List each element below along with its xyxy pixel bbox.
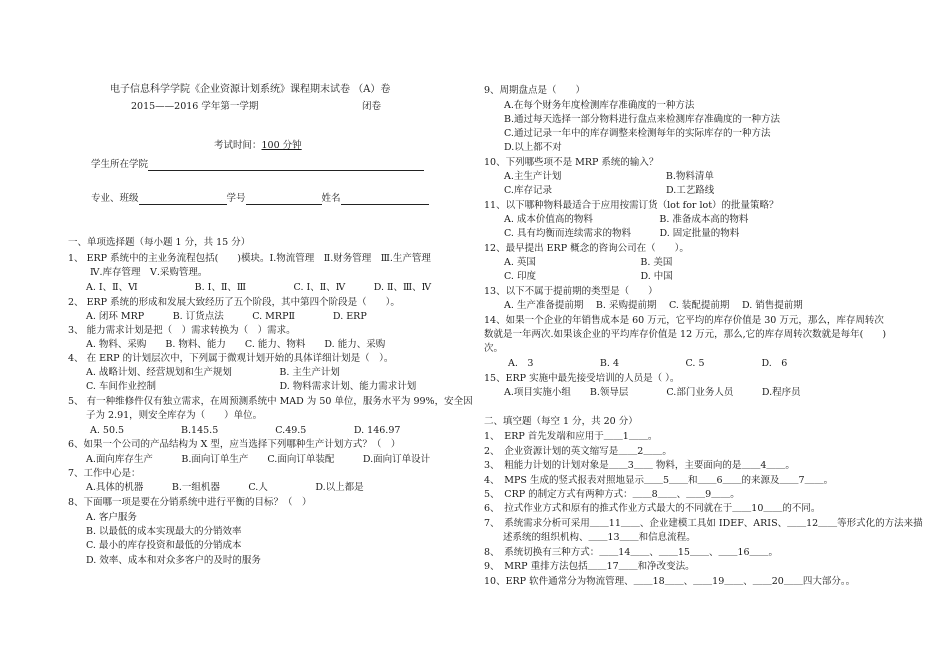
fill-blank-line: 7、 系统需求分析可采用＿＿11＿＿、企业建模工具如 IDEF、ARIS、＿＿12＿＿等形式化的方法来描	[484, 518, 923, 529]
option-line: A. 3 B. 4 C. 5 D. 6	[508, 358, 788, 369]
fill-blank-line: 10、ERP 软件通常分为物流管理、＿＿18＿＿、＿＿19＿＿、＿＿20＿＿四大部分。。	[484, 576, 856, 587]
option-line: A. 物料、采购 B. 物料、能力 C. 能力、物料 D. 能力、采购	[86, 339, 386, 350]
fill-blank-line: 4、 MPS 生成的竖式报表对照地显示＿＿5＿＿和＿＿6＿＿的来源及＿＿7＿＿。	[484, 475, 834, 486]
question-line: 子为 2.91，则安全库存为（ ）单位。	[86, 410, 263, 421]
question-line: 4、 在 ERP 的计划层次中，下列属于微观计划开始的具体详细计划是（ ）。	[68, 353, 394, 364]
college-field[interactable]	[148, 159, 424, 171]
option-line: C. 最小的库存投资和最低的分销成本	[86, 540, 242, 551]
student-info-row	[91, 193, 429, 205]
question-line: 次。	[484, 343, 504, 354]
option-line: A. 战略计划、经营规划和生产规划 B. 主生产计划	[86, 367, 340, 378]
college-label: 学生所在学院	[91, 159, 149, 170]
option-line: A. Ⅰ、Ⅱ、Ⅵ B. Ⅰ、Ⅱ、Ⅲ C. Ⅰ、Ⅱ、Ⅳ D. Ⅱ、Ⅲ、Ⅳ	[86, 282, 432, 293]
option-line: C. 印度 D. 中国	[504, 271, 673, 282]
option-line: C.通过记录一年中的库存调整来检测每年的实际库存的一种方法	[504, 128, 771, 139]
major-field[interactable]	[139, 193, 227, 205]
name-field[interactable]	[341, 193, 429, 205]
option-line: A.项目实施小组 B.领导层 C.部门业务人员 D.程序员	[504, 387, 801, 398]
student-id-label: 学号	[226, 193, 246, 204]
option-line: A.在每个财务年度检测库存准确度的一种方法	[504, 100, 695, 111]
question-line: 12、最早提出 ERP 概念的咨询公司在（ ）。	[484, 243, 689, 254]
fill-blank-line: 5、 CRP 的制定方式有两种方式：＿＿8＿＿、＿＿9＿＿。	[484, 489, 740, 500]
option-line: A. 生产准备提前期 B. 采购提前期 C. 装配提前期 D. 销售提前期	[504, 300, 803, 311]
option-line: C.库存记录 D.工艺路线	[504, 185, 715, 196]
question-line: 9、周期盘点是（ ）	[484, 85, 586, 96]
option-line: A. 闭环 MRP B. 订货点法 C. MRPⅡ D. ERP	[86, 311, 367, 322]
exam-time	[214, 140, 302, 152]
question-line: 7、工作中心是：	[68, 468, 141, 479]
option-line: A.主生产计划 B.物料清单	[504, 171, 714, 182]
exam-time-label: 考试时间：	[214, 140, 262, 151]
option-line: C. 具有均衡而连续需求的物料 D. 固定批量的物料	[504, 228, 740, 239]
exam-title: 电子信息科学学院《企业资源计划系统》课程期末试卷 （A）卷	[110, 84, 391, 95]
question-line: 15、ERP 实施中最先接受培训的人员是（ ）。	[484, 373, 680, 384]
option-line: A.面向库存生产 B.面向订单生产 C.面向订单装配 D.面向订单设计	[86, 454, 431, 465]
fill-blank-line: 8、 系统切换有三种方式：＿＿14＿＿、＿＿15＿＿、＿＿16＿＿。	[484, 547, 779, 558]
question-line: 2、 ERP 系统的形成和发展大致经历了五个阶段，其中第四个阶段是（ ）。	[68, 297, 400, 308]
option-line: C. 车间作业控制 D. 物料需求计划、能力需求计划	[86, 381, 417, 392]
name-label: 姓名	[321, 193, 341, 204]
question-line: 8、下面哪一项是要在分销系统中进行平衡的目标？（ ）	[68, 497, 312, 508]
question-line: 13、以下不属于提前期的类型是（ ）	[484, 286, 658, 297]
option-line: D. 效率、成本和对众多客户的及时的服务	[86, 555, 261, 566]
fill-blank-line: 6、 拉式作业方式和原有的推式作业方式最大的不同就在于＿＿10＿＿的不同。	[484, 503, 821, 514]
fill-blank-line: 2、 企业资源计划的英文缩写是＿＿2＿＿。	[484, 446, 672, 457]
fill-blank-line: 3、 粗能力计划的计划对象是＿＿3＿＿ 物料，主要面向的是＿＿4＿＿。	[484, 460, 795, 471]
exam-term: 2015——2016 学年第一学期	[131, 101, 259, 112]
question-line: 14、如果一个企业的年销售成本是 60 万元，它平均的库存价值是 30 万元，那么，库存周转次	[484, 315, 884, 326]
section-two-heading: 二、填空题（每空 1 分，共 20 分）	[484, 416, 638, 427]
question-line: 1、 ERP 系统中的主业务流程包括( )模块。Ⅰ.物流管理 Ⅱ.财务管理 Ⅲ.生产管理	[68, 253, 431, 264]
question-line: Ⅳ.库存管理 Ⅴ.采购管理。	[90, 267, 208, 278]
question-line: 10、下列哪些项不是 MRP 系统的输入？	[484, 157, 659, 168]
question-line: 11、以下哪种物料最适合于应用按需订货（lot for lot）的批量策略？	[484, 200, 779, 211]
option-line: A. 英国 B. 美国	[504, 257, 673, 268]
question-line: 3、 能力需求计划是把（ ）需求转换为（ ）需求。	[68, 325, 296, 336]
college-row	[91, 159, 424, 171]
option-line: A. 50.5 B.145.5 C.49.5 D. 146.97	[90, 425, 401, 436]
student-id-field[interactable]	[246, 193, 322, 205]
option-line: D.以上都不对	[504, 142, 562, 153]
exam-time-value: 100 分钟	[261, 140, 302, 151]
option-line: A. 客户服务	[86, 512, 137, 523]
section-one-heading: 一、单项选择题（每小题 1 分，共 15 分）	[68, 237, 251, 248]
fill-blank-line: 述系统的组织机构、＿＿13＿＿和信息流程。	[484, 532, 696, 543]
fill-blank-line: 9、 MRP 重排方法包括＿＿17＿＿和净改变法。	[484, 561, 695, 572]
major-label: 专业、班级	[91, 193, 139, 204]
question-line: 5、 有一种维修件仅有独立需求，在周预测系统中 MAD 为 50 单位，服务水平为 99%，安全因	[68, 396, 473, 407]
option-line: A. 成本价值高的物料 B. 准备成本高的物料	[504, 214, 749, 225]
fill-blank-line: 1、 ERP 首先发端和应用于＿＿1＿＿。	[484, 431, 658, 442]
option-line: B. 以最低的成本实现最大的分销效率	[86, 526, 242, 537]
question-line: 6、如果一个公司的产品结构为 X 型，应当选择下列哪种生产计划方式？（ ）	[68, 439, 401, 450]
option-line: A.具体的机器 B.一组机器 C.人 D.以上都是	[86, 482, 364, 493]
option-line: B.通过每天选择一部分物料进行盘点来检测库存准确度的一种方法	[504, 114, 781, 125]
question-line: 数就是一年两次.如果该企业的平均库存价值是 12 万元，那么,它的库存周转次数就是每年( )	[484, 329, 887, 340]
exam-closed-book: 闭卷	[362, 101, 382, 112]
